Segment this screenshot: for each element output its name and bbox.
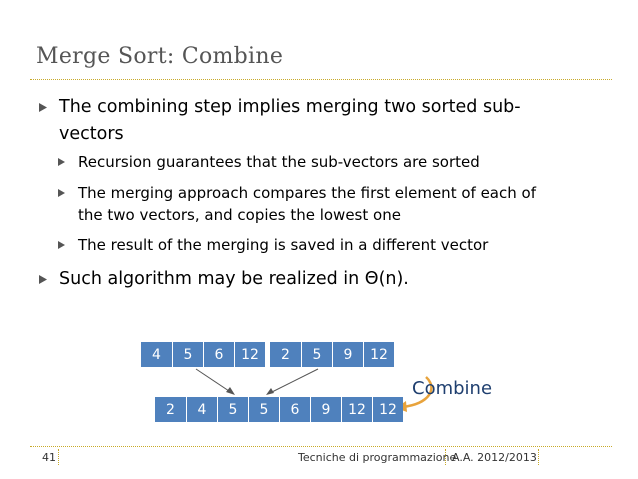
left-merge-arrow [196,369,232,393]
academic-year: A.A. 2012/2013 [452,451,537,464]
vector-cell: 4 [186,397,217,422]
footer-separator [538,449,539,465]
right-merge-arrow [270,369,318,393]
merged-vector [155,397,403,422]
vector-cell: 6 [203,342,234,367]
vector-cell: 12 [372,397,403,422]
course-name: Tecniche di programmazione [298,451,457,464]
vector-cell: 2 [270,342,301,367]
page-number: 41 [42,451,56,464]
bullet-complexity: Such algorithm may be realized in Θ(n). [59,269,409,289]
vector-cell: 5 [217,397,248,422]
vector-cell: 5 [248,397,279,422]
bullet-text-line: the two vectors, and copies the lowest one [78,206,401,224]
vector-cell: 5 [301,342,332,367]
vector-cell: 5 [172,342,203,367]
footer-separator [58,449,59,465]
vector-cell: 12 [363,342,394,367]
vector-cell: 6 [279,397,310,422]
vector-cell: 4 [141,342,172,367]
slide-title: Merge Sort: Combine [36,44,284,69]
bullet-text-line: The combining step implies merging two sorted sub- [59,97,521,117]
bullet-text-line: The merging approach compares the first element of each of [78,184,536,202]
subbullet-result: The result of the merging is saved in a different vector [78,236,489,254]
vector-cell: 12 [234,342,265,367]
vector-cell: 2 [155,397,186,422]
vector-cell: 12 [341,397,372,422]
vector-cell: 9 [332,342,363,367]
footer-divider [30,446,612,447]
combine-label: Combine [412,378,493,399]
bullet-text-line: vectors [59,124,124,144]
left-sorted-vector [141,342,265,367]
right-sorted-vector [270,342,394,367]
subbullet-recursion: Recursion guarantees that the sub-vectors are sorted [78,153,480,171]
vector-cell: 9 [310,397,341,422]
